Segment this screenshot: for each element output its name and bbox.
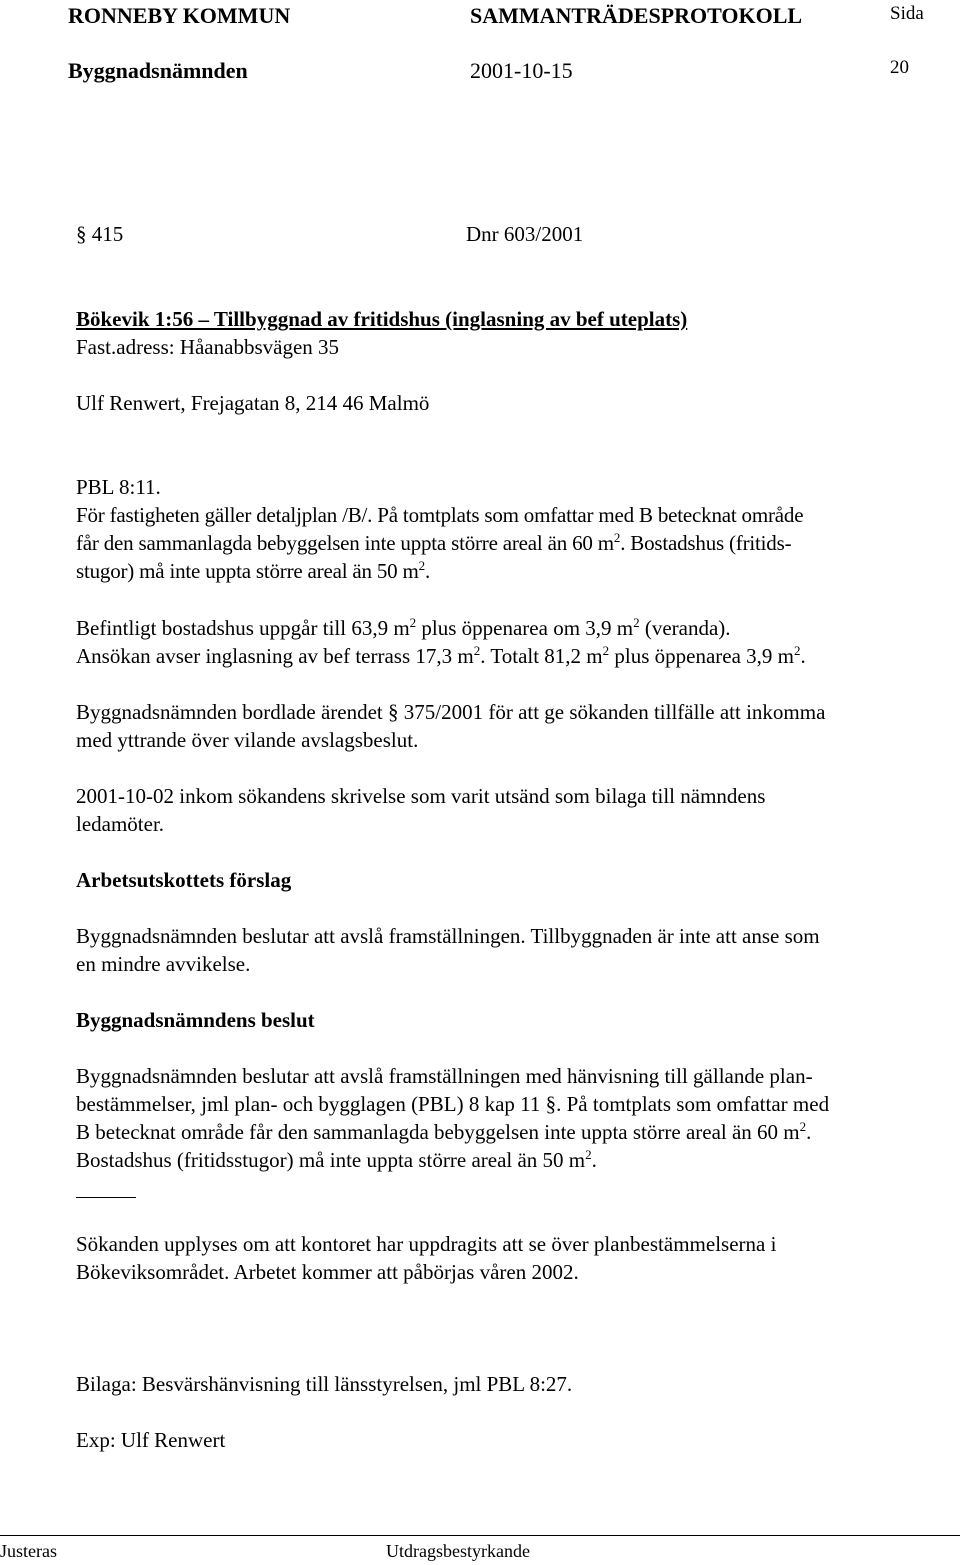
- case-paragraph: § 415: [76, 222, 124, 246]
- footer-justeras: Justeras: [0, 1541, 57, 1561]
- decision-line-2: bestämmelser, jml plan- och bygglagen (PBL) 8 kap 11 §. På tomtplats som omfattar med: [76, 1092, 830, 1116]
- decision-line-1: Byggnadsnämnden beslutar att avslå framställningen med hänvisning till gällande plan-: [76, 1064, 813, 1088]
- existing-line-1: Befintligt bostadshus uppgår till 63,9 $m^2$ plus öppenarea om 3,9 $m^2$ (veranda).: [76, 615, 731, 640]
- decision-heading: Byggnadsnämndens beslut: [76, 1008, 315, 1032]
- decision-line-3: B betecknat område får den sammanlagda bebyggelsen inte uppta större areal än 60 $m^2$.: [76, 1119, 812, 1144]
- committee-name: Byggnadsnämnden: [68, 58, 248, 83]
- submission-line-1: 2001-10-02 inkom sökandens skrivelse som varit utsänd som bilaga till nämndens: [76, 784, 766, 808]
- case-title: Bökevik 1:56 – Tillbyggnad av fritidshus (inglasning av bef uteplats): [76, 307, 688, 331]
- decision-line-4: Bostadshus (fritidsstugor) må inte uppta större areal än 50 $m^2$.: [76, 1147, 597, 1172]
- section-sign: §: [388, 700, 399, 724]
- document-type: SAMMANTRÄDESPROTOKOLL: [470, 3, 803, 28]
- attachment-note: Bilaga: Besvärshänvisning till länsstyrelsen, jml PBL 8:27.: [76, 1372, 573, 1396]
- proposal-line-1: Byggnadsnämnden beslutar att avslå framställningen. Tillbyggnaden är inte att anse som: [76, 924, 820, 948]
- intro-line-2: får den sammanlagda bebyggelsen inte uppta större areal än 60 $m^2$. Bostadshus (fritids-: [76, 530, 792, 555]
- tabled-line-1: Byggnadsnämnden bordlade ärendet § 375/2001 för att ge sökanden tillfälle att inkomma: [76, 700, 826, 724]
- applicant-address: Ulf Renwert, Frejagatan 8, 214 46 Malmö: [76, 391, 430, 415]
- tabled-line-2: med yttrande över vilande avslagsbeslut.: [76, 728, 419, 752]
- footer-utdragsbestyrkande: Utdragsbestyrkande: [386, 1541, 530, 1561]
- section-sign: §: [545, 1092, 557, 1116]
- meeting-date: 2001-10-15: [470, 58, 573, 83]
- proposal-line-2: en mindre avvikelse.: [76, 952, 251, 976]
- proposal-heading: Arbetsutskottets förslag: [76, 868, 292, 892]
- intro-line-1: För fastigheten gäller detaljplan /B/. På tomtplats som omfattar med B betecknat område: [76, 503, 804, 527]
- page-number: 20: [890, 57, 909, 78]
- footer-rule: [0, 1535, 960, 1536]
- property-address: Fast.adress: Håanabbsvägen 35: [76, 335, 340, 359]
- info-line-1: Sökanden upplyses om att kontoret har uppdragits att se över planbestämmelserna i: [76, 1232, 777, 1256]
- expedition-note: Exp: Ulf Renwert: [76, 1428, 226, 1452]
- intro-line-3: stugor) må inte uppta större areal än 50 $m^2$.: [76, 558, 431, 583]
- info-line-2: Bökeviksområdet. Arbetet kommer att påbörjas våren 2002.: [76, 1260, 579, 1284]
- submission-line-2: ledamöter.: [76, 812, 165, 836]
- case-dnr: Dnr 603/2001: [466, 222, 584, 246]
- existing-line-2: Ansökan avser inglasning av bef terrass 17,3 $m^2$. Totalt 81,2 $m^2$ plus öppenarea 3,9 $m^2$.: [76, 643, 806, 668]
- pbl-reference: PBL 8:11.: [76, 475, 161, 499]
- municipality-name: RONNEBY KOMMUN: [68, 3, 291, 28]
- section-sign: §: [76, 222, 87, 246]
- page-label: Sida: [890, 3, 924, 24]
- separator-line: [76, 1197, 136, 1198]
